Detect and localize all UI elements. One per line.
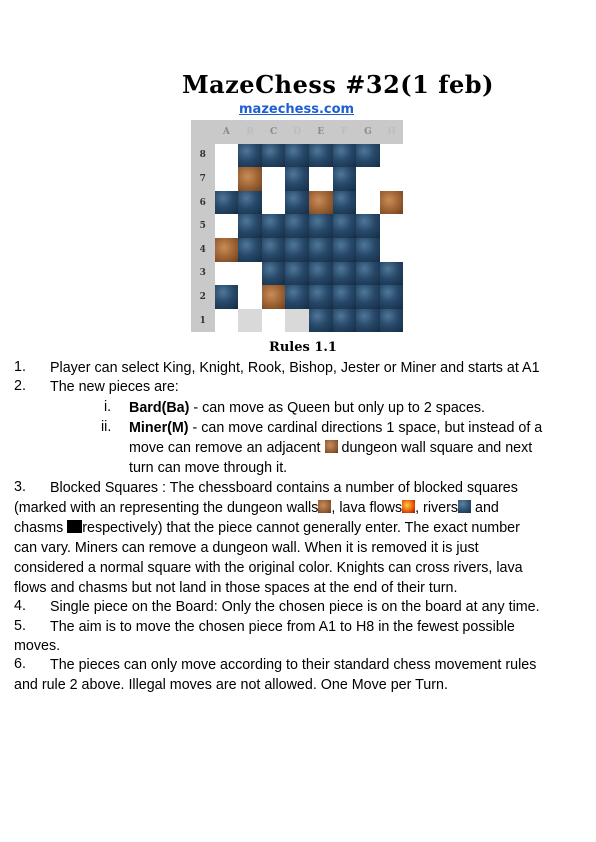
square-e7 [309,167,333,191]
square-c7 [262,167,286,191]
rank-label-1: 1 [191,309,215,333]
column-label-g: G [356,120,380,144]
square-h5 [380,214,404,238]
square-d8 [285,144,309,168]
column-label-f: F [333,120,357,144]
square-c2 [262,285,286,309]
square-h3 [380,262,404,286]
square-h8 [380,144,404,168]
rule-2-number: 2. [14,378,26,394]
square-e2 [309,285,333,309]
rule-2ii-line-2 [129,439,532,457]
rule-5-line-1: The aim is to move the chosen piece from A1 to H8 in the fewest possible [50,619,515,635]
rule-3-line-2 [14,499,499,517]
square-b5 [238,214,262,238]
square-h6 [380,191,404,215]
rank-label-4: 4 [191,238,215,262]
square-g2 [356,285,380,309]
square-e6 [309,191,333,215]
square-d3 [285,262,309,286]
rule-6-line-2: and rule 2 above. Illegal moves are not allowed. One Move per Turn. [14,677,448,693]
rule-2ii-line-3: turn can move through it. [129,460,288,476]
rule-2-text: The new pieces are: [50,379,179,395]
river-icon [458,500,471,513]
square-b3 [238,262,262,286]
dungeon-wall-icon [318,500,331,513]
square-c8 [262,144,286,168]
chasm-icon [67,520,82,533]
rule-3-line-3 [14,519,520,537]
rule-3-line-3a: chasms [14,520,68,536]
rule-5-line-2: moves. [14,638,61,654]
square-e3 [309,262,333,286]
column-label-b: B [238,120,262,144]
square-b2 [238,285,262,309]
column-label-d: D [285,120,309,144]
rule-6-line-1: The pieces can only move according to their standard chess movement rules [50,657,537,673]
square-b8 [238,144,262,168]
square-g1 [356,309,380,333]
bard-name: Bard(Ba) [129,400,190,416]
square-a6 [215,191,239,215]
square-d7 [285,167,309,191]
column-label-c: C [262,120,286,144]
square-c6 [262,191,286,215]
rule-6-number: 6. [14,656,26,672]
square-f2 [333,285,357,309]
miner-name: Miner(M) [129,420,189,436]
square-d6 [285,191,309,215]
square-h1 [380,309,404,333]
rule-3-line-1: Blocked Squares : The chessboard contains a number of blocked squares [50,480,518,496]
square-h2 [380,285,404,309]
rule-3-line-2c: , rivers [415,500,459,516]
square-c5 [262,214,286,238]
square-d1 [285,309,309,333]
square-e8 [309,144,333,168]
rule-1-number: 1. [14,359,26,375]
dungeon-wall-icon [325,440,338,453]
rule-3-number: 3. [14,479,26,495]
rule-3-line-4: can vary. Miners can remove a dungeon wall. When it is removed it is just [14,540,479,556]
rule-3-line-6: flows and chasms but not land in those spaces at the end of their turn. [14,580,458,596]
square-f4 [333,238,357,262]
square-g6 [356,191,380,215]
square-a7 [215,167,239,191]
square-d5 [285,214,309,238]
square-c3 [262,262,286,286]
square-g5 [356,214,380,238]
square-h4 [380,238,404,262]
rule-2ii-number: ii. [101,419,112,435]
square-a5 [215,214,239,238]
rule-4-text: Single piece on the Board: Only the chosen piece is on the board at any time. [50,599,540,615]
square-f3 [333,262,357,286]
rule-5-number: 5. [14,618,26,634]
rule-2i-number: i. [104,399,112,415]
bard-text: - can move as Queen but only up to 2 spaces. [189,400,486,416]
square-c1 [262,309,286,333]
square-h7 [380,167,404,191]
rule-1-text: Player can select King, Knight, Rook, Bishop, Jester or Miner and starts at A1 [50,360,540,376]
square-g4 [356,238,380,262]
rule-3-line-2a: (marked with an representing the dungeon walls [14,500,319,516]
square-f7 [333,167,357,191]
square-b4 [238,238,262,262]
rank-label-8: 8 [191,144,215,168]
site-link[interactable]: mazechess.com [239,102,355,117]
square-g7 [356,167,380,191]
rank-label-3: 3 [191,262,215,286]
square-a8 [215,144,239,168]
rank-label-7: 7 [191,167,215,191]
rule-4-number: 4. [14,598,26,614]
square-d2 [285,285,309,309]
square-f5 [333,214,357,238]
rule-2ii-line-1 [129,419,542,437]
square-a2 [215,285,239,309]
rank-label-6: 6 [191,191,215,215]
column-label-a: A [215,120,239,144]
square-b6 [238,191,262,215]
rules-heading: Rules 1.1 [269,340,337,355]
square-a4 [215,238,239,262]
lava-flow-icon [402,500,415,513]
rank-label-5: 5 [191,214,215,238]
square-e1 [309,309,333,333]
maze-chess-board [191,120,403,332]
rule-3-line-2d: and [471,500,499,516]
square-e4 [309,238,333,262]
square-a3 [215,262,239,286]
column-label-h: H [380,120,404,144]
board-corner [191,120,215,144]
square-f1 [333,309,357,333]
square-g3 [356,262,380,286]
miner-text-2a: move can remove an adjacent [129,440,325,456]
rule-2i-line [129,399,485,417]
rule-3-line-3b: respectively) that the piece cannot generally enter. The exact number [82,520,520,536]
square-e5 [309,214,333,238]
square-b1 [238,309,262,333]
column-label-e: E [309,120,333,144]
rule-3-line-2b: , lava flows [331,500,403,516]
miner-text-1: - can move cardinal directions 1 space, but instead of a [188,420,543,436]
miner-text-2b: dungeon wall square and next [337,440,533,456]
square-c4 [262,238,286,262]
rule-3-line-5: considered a normal square with the original color. Knights can cross rivers, lava [14,560,523,576]
square-d4 [285,238,309,262]
square-f6 [333,191,357,215]
page-title: MazeChess #32(1 feb) [182,70,494,99]
square-a1 [215,309,239,333]
square-b7 [238,167,262,191]
square-f8 [333,144,357,168]
square-g8 [356,144,380,168]
rank-label-2: 2 [191,285,215,309]
